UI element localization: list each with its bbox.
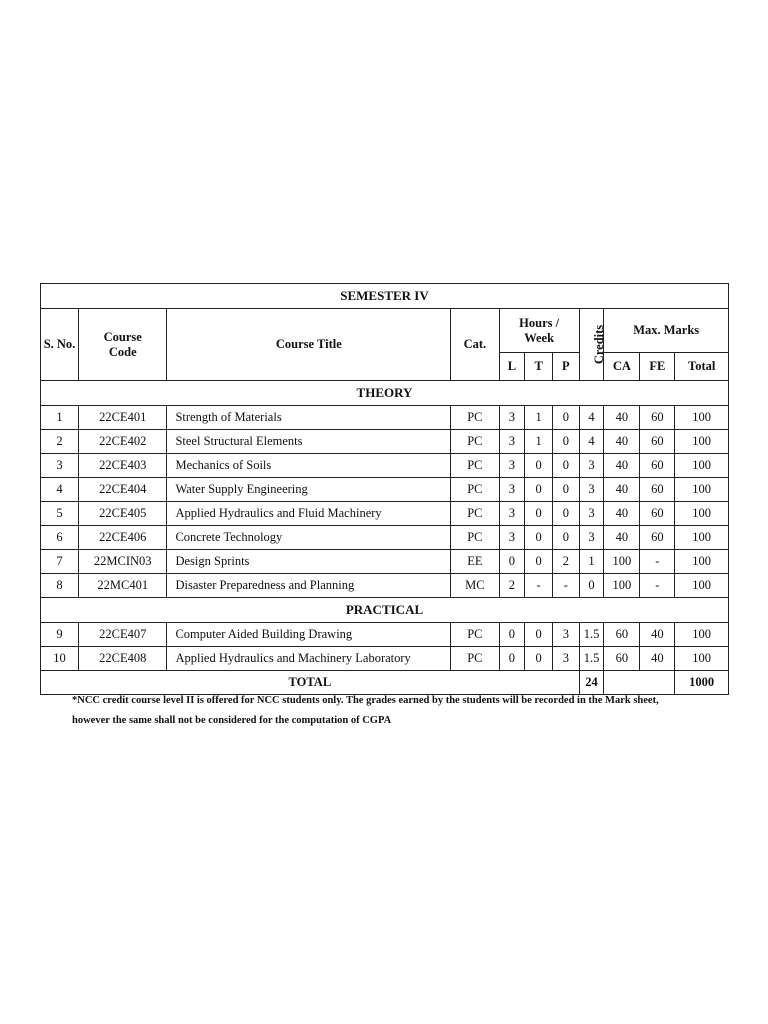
header-hours-per-week: Hours / Week <box>499 309 579 353</box>
practical-hours: - <box>553 574 580 598</box>
serial-number: 8 <box>41 574 79 598</box>
header-tutorial: T <box>525 353 553 381</box>
course-code: 22CE406 <box>79 526 167 550</box>
practical-hours: 0 <box>553 430 580 454</box>
total-marks: 100 <box>675 574 729 598</box>
tutorial-hours: 0 <box>525 454 553 478</box>
ca-marks: 40 <box>604 526 640 550</box>
course-title: Concrete Technology <box>167 526 451 550</box>
lecture-hours: 3 <box>499 406 525 430</box>
tutorial-hours: 1 <box>525 430 553 454</box>
total-marks: 100 <box>675 406 729 430</box>
header-credits <box>579 309 604 381</box>
ca-marks: 60 <box>604 647 640 671</box>
credits: 3 <box>579 526 604 550</box>
course-code: 22MC401 <box>79 574 167 598</box>
table-row <box>41 647 729 671</box>
tutorial-hours: 0 <box>525 623 553 647</box>
tutorial-hours: 0 <box>525 647 553 671</box>
header-course-title: Course Title <box>167 309 451 381</box>
header-max-marks: Max. Marks <box>604 309 729 353</box>
fe-marks: 40 <box>640 647 675 671</box>
lecture-hours: 0 <box>499 550 525 574</box>
header-course-code: Course Code <box>79 309 167 381</box>
course-title: Strength of Materials <box>167 406 451 430</box>
category: PC <box>451 430 499 454</box>
course-code: 22CE405 <box>79 502 167 526</box>
credits: 1.5 <box>579 623 604 647</box>
practical-hours: 3 <box>553 623 580 647</box>
category: PC <box>451 406 499 430</box>
practical-hours: 0 <box>553 502 580 526</box>
fe-marks: 60 <box>640 406 675 430</box>
credits: 4 <box>579 430 604 454</box>
section-practical: PRACTICAL <box>41 598 729 623</box>
course-title: Applied Hydraulics and Machinery Laboratory <box>167 647 451 671</box>
tutorial-hours: - <box>525 574 553 598</box>
course-title: Mechanics of Soils <box>167 454 451 478</box>
header-category: Cat. <box>451 309 499 381</box>
fe-marks: 60 <box>640 526 675 550</box>
fe-marks: 60 <box>640 502 675 526</box>
table-row <box>41 574 729 598</box>
ca-marks: 100 <box>604 574 640 598</box>
category: PC <box>451 502 499 526</box>
fe-marks: - <box>640 550 675 574</box>
credits: 4 <box>579 406 604 430</box>
fe-marks: 60 <box>640 454 675 478</box>
category: MC <box>451 574 499 598</box>
category: EE <box>451 550 499 574</box>
table-row <box>41 623 729 647</box>
practical-hours: 0 <box>553 526 580 550</box>
category: PC <box>451 623 499 647</box>
serial-number: 3 <box>41 454 79 478</box>
course-title: Design Sprints <box>167 550 451 574</box>
credits: 1 <box>579 550 604 574</box>
category: PC <box>451 526 499 550</box>
ca-marks: 40 <box>604 406 640 430</box>
table-row <box>41 550 729 574</box>
serial-number: 2 <box>41 430 79 454</box>
tutorial-hours: 0 <box>525 478 553 502</box>
serial-number: 5 <box>41 502 79 526</box>
ca-marks: 40 <box>604 430 640 454</box>
lecture-hours: 2 <box>499 574 525 598</box>
category: PC <box>451 647 499 671</box>
total-marks: 100 <box>675 647 729 671</box>
table-row <box>41 454 729 478</box>
course-code: 22CE408 <box>79 647 167 671</box>
course-code: 22MCIN03 <box>79 550 167 574</box>
lecture-hours: 3 <box>499 478 525 502</box>
section-theory: THEORY <box>41 381 729 406</box>
fe-marks: 60 <box>640 478 675 502</box>
practical-hours: 3 <box>553 647 580 671</box>
total-credits: 24 <box>579 671 604 695</box>
practical-hours: 0 <box>553 478 580 502</box>
tutorial-hours: 0 <box>525 526 553 550</box>
total-marks: 100 <box>675 478 729 502</box>
table-row <box>41 430 729 454</box>
total-label: TOTAL <box>41 671 580 695</box>
course-title: Disaster Preparedness and Planning <box>167 574 451 598</box>
practical-hours: 0 <box>553 454 580 478</box>
table-row <box>41 502 729 526</box>
credits: 3 <box>579 502 604 526</box>
ca-marks: 100 <box>604 550 640 574</box>
credits: 3 <box>579 478 604 502</box>
footnote <box>72 691 692 731</box>
ca-marks: 40 <box>604 454 640 478</box>
total-marks: 100 <box>675 526 729 550</box>
total-marks: 100 <box>675 430 729 454</box>
serial-number: 1 <box>41 406 79 430</box>
serial-number: 10 <box>41 647 79 671</box>
category: PC <box>451 454 499 478</box>
course-title: Computer Aided Building Drawing <box>167 623 451 647</box>
course-code: 22CE404 <box>79 478 167 502</box>
table-row <box>41 526 729 550</box>
total-marks: 1000 <box>675 671 729 695</box>
credits: 0 <box>579 574 604 598</box>
credits: 1.5 <box>579 647 604 671</box>
total-marks: 100 <box>675 502 729 526</box>
lecture-hours: 3 <box>499 430 525 454</box>
footnote-symbol: * <box>72 695 78 706</box>
ca-marks: 60 <box>604 623 640 647</box>
ca-marks: 40 <box>604 502 640 526</box>
serial-number: 9 <box>41 623 79 647</box>
header-fe: FE <box>640 353 675 381</box>
tutorial-hours: 1 <box>525 406 553 430</box>
practical-rows <box>41 623 729 671</box>
serial-number: 7 <box>41 550 79 574</box>
fe-marks: 60 <box>640 430 675 454</box>
practical-hours: 2 <box>553 550 580 574</box>
lecture-hours: 0 <box>499 623 525 647</box>
header-sno: S. No. <box>41 309 79 381</box>
table-row <box>41 478 729 502</box>
course-title: Applied Hydraulics and Fluid Machinery <box>167 502 451 526</box>
tutorial-hours: 0 <box>525 502 553 526</box>
header-lecture: L <box>499 353 525 381</box>
total-marks: 100 <box>675 623 729 647</box>
fe-marks: - <box>640 574 675 598</box>
course-code: 22CE401 <box>79 406 167 430</box>
course-code: 22CE403 <box>79 454 167 478</box>
ca-marks: 40 <box>604 478 640 502</box>
theory-rows <box>41 406 729 598</box>
footnote-text: NCC credit course level II is offered for NCC students only. The grades earned by the students will be recorded in the Mark sheet, however the same shall not be considered for the computation of CGPA <box>72 695 659 726</box>
course-title: Water Supply Engineering <box>167 478 451 502</box>
category: PC <box>451 478 499 502</box>
semester-table <box>40 283 729 695</box>
lecture-hours: 3 <box>499 502 525 526</box>
practical-hours: 0 <box>553 406 580 430</box>
header-total: Total <box>675 353 729 381</box>
table-row <box>41 406 729 430</box>
tutorial-hours: 0 <box>525 550 553 574</box>
header-credits-label: Credits <box>591 324 606 365</box>
semester-title: SEMESTER IV <box>41 284 729 309</box>
course-code: 22CE402 <box>79 430 167 454</box>
header-ca: CA <box>604 353 640 381</box>
lecture-hours: 0 <box>499 647 525 671</box>
fe-marks: 40 <box>640 623 675 647</box>
serial-number: 4 <box>41 478 79 502</box>
lecture-hours: 3 <box>499 454 525 478</box>
course-title: Steel Structural Elements <box>167 430 451 454</box>
lecture-hours: 3 <box>499 526 525 550</box>
serial-number: 6 <box>41 526 79 550</box>
credits: 3 <box>579 454 604 478</box>
course-code: 22CE407 <box>79 623 167 647</box>
total-marks: 100 <box>675 550 729 574</box>
header-practical: P <box>553 353 580 381</box>
total-marks: 100 <box>675 454 729 478</box>
